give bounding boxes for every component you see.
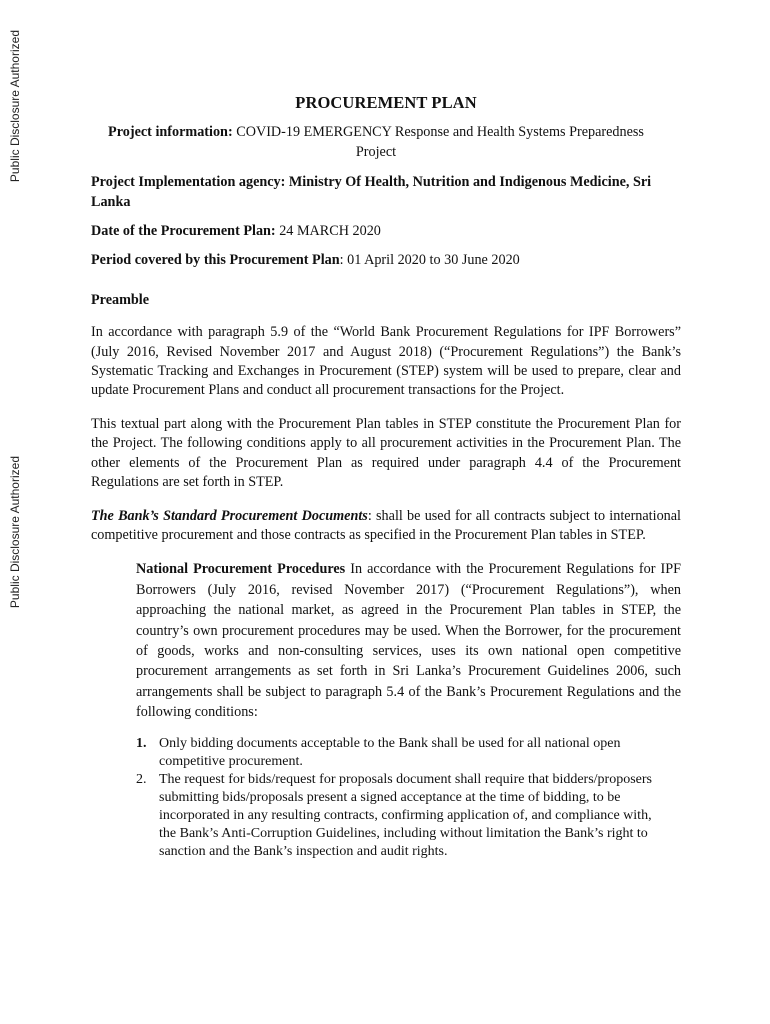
document-page — [91, 93, 681, 861]
preamble-heading: Preamble — [91, 291, 150, 308]
standard-documents-text: : shall be used for all contracts subject to international competitive procurement and those contracts as specified in the Procurement Plan tables in STEP. — [91, 507, 681, 543]
standard-documents-lead: The Bank’s Standard Procurement Documents — [91, 507, 368, 524]
standard-documents-paragraph — [91, 507, 681, 546]
period-covered-value: : 01 April 2020 to 30 June 2020 — [339, 252, 520, 269]
implementation-agency: Project Implementation agency: Ministry Of Health, Nutrition and Indigenous Medicine, Sri Lanka — [91, 174, 652, 210]
period-covered — [91, 251, 681, 270]
period-covered-label: Period covered by this Procurement Plan — [91, 252, 340, 269]
national-procedures-text: In accordance with the Procurement Regulations for IPF Borrowers (July 2016, revised November 2017) (“Procurement Regulations”), when approaching the national market, as agreed in the Procurement Plan tables in STEP, the country’s own procurement procedures may be used. When the Borrower, for the procurement of goods, works and non-consulting services, uses its own national open competitive procurement arrangements as set forth in Sri Lanka’s Procurement Guidelines 2006, such arrangements shall be subject to paragraph 5.4 of the Bank’s Procurement Regulations and the following conditions: — [136, 561, 681, 721]
project-information-label: Project information: — [108, 124, 233, 141]
national-procedures-lead: National Procurement Procedures — [136, 561, 346, 578]
project-information — [91, 123, 661, 162]
plan-date-label: Date of the Procurement Plan: — [91, 223, 276, 240]
list-item-text: The request for bids/request for proposals document shall require that bidders/proposers submitting bids/proposals present a signed acceptance at the time of bidding, to be incorporated in any resulting contracts, confirming application of, and compliance with, the Bank’s Anti-Corruption Guidelines, including without limitation the Bank’s right to sanction and the Bank’s inspection and audit rights. — [159, 771, 652, 859]
list-item-number: 2. — [136, 771, 147, 787]
list-item — [136, 735, 681, 771]
project-information-value: COVID-19 EMERGENCY Response and Health Systems Preparedness Project — [236, 124, 644, 160]
list-item — [136, 771, 681, 861]
preamble-paragraph-2: This textual part along with the Procurement Plan tables in STEP constitute the Procurement Plan for the Project. The following conditions apply to all procurement activities in the Procurement Plan. The other elements of the Procurement Plan as required under paragraph 4.4 of the Procurement Regulations are set forth in STEP. — [91, 415, 681, 491]
disclosure-watermark-middle: Public Disclosure Authorized — [8, 456, 22, 609]
plan-date-value: 24 MARCH 2020 — [279, 223, 381, 240]
conditions-list — [136, 735, 681, 861]
preamble-paragraph-1: In accordance with paragraph 5.9 of the “World Bank Procurement Regulations for IPF Borrowers” (July 2016, Revised November 2017 and August 2018) (“Procurement Regulations”) the Bank’s Systematic Tracking and Exchanges in Procurement (STEP) system will be used to prepare, clear and update Procurement Plans and conduct all procurement transactions for the Project. — [91, 324, 681, 399]
national-procedures-paragraph — [136, 559, 681, 722]
list-item-number: 1. — [136, 735, 147, 751]
document-title: PROCUREMENT PLAN — [295, 93, 477, 112]
disclosure-watermark-top: Public Disclosure Authorized — [8, 30, 22, 183]
plan-date — [91, 222, 681, 241]
list-item-text: Only bidding documents acceptable to the Bank shall be used for all national open competitive procurement. — [159, 735, 621, 769]
